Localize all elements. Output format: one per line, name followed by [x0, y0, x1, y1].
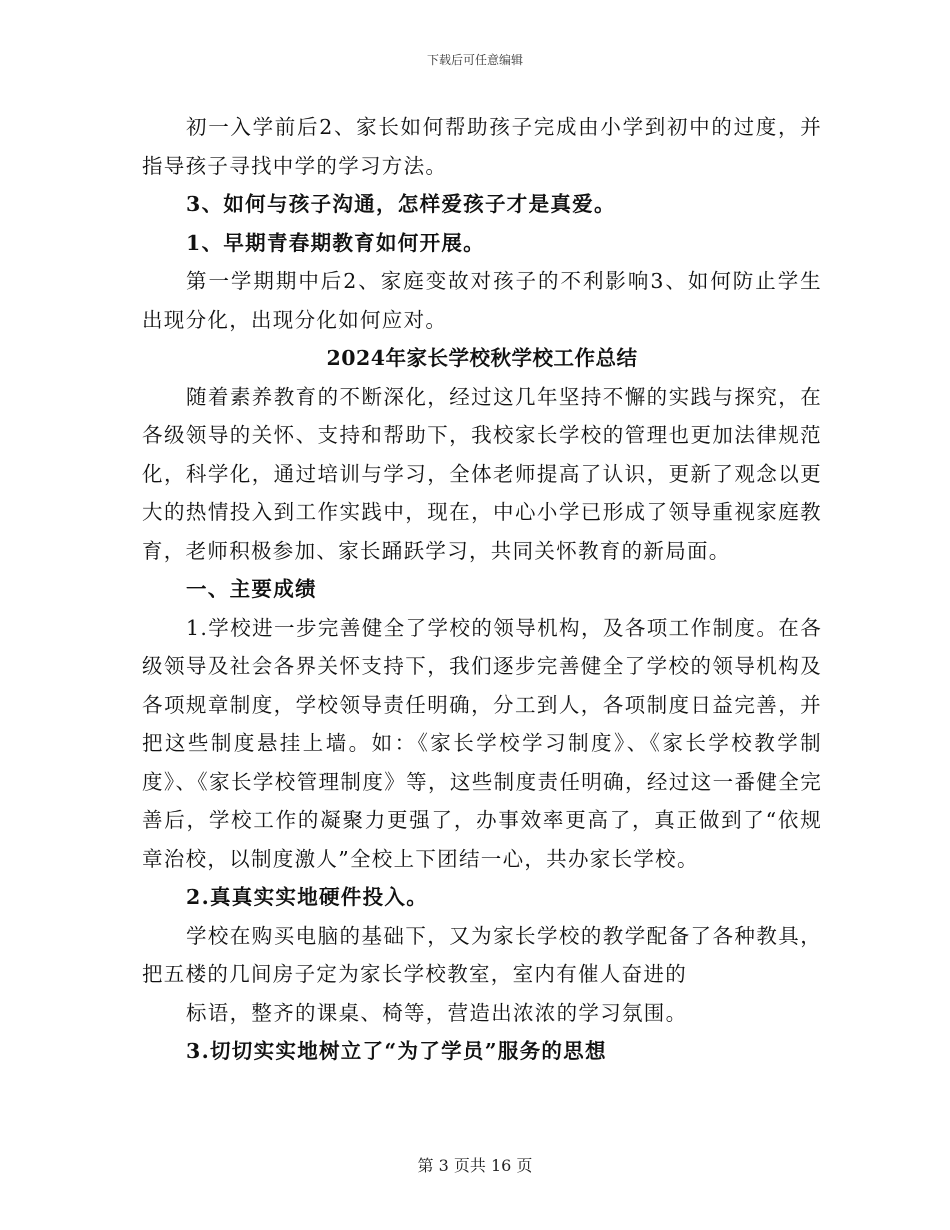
heading-puberty-education: 1、早期青春期教育如何开展。: [186, 230, 485, 255]
page-footer: 第 3 页共 16 页: [417, 1156, 533, 1175]
document-title: 2024年家长学校秋学校工作总结: [326, 346, 638, 370]
paragraph-learning-atmosphere: 标语，整齐的课桌、椅等，营造出浓浓的学习氛围。: [186, 1000, 688, 1025]
heading-hardware-investment: 2.真真实实地硬件投入。: [186, 885, 429, 909]
heading-main-achievements: 一、主要成绩: [186, 577, 317, 601]
page-header: 下载后可任意编辑: [426, 53, 523, 67]
paragraph-first-semester-midterm: 第一学期期中后2、家庭变故对孩子的不利影响3、如何防止学生出现分化，出现分化如何应对。: [142, 269, 822, 332]
document-body: [142, 108, 822, 1071]
paragraph-intro: 随着素养教育的不断深化，经过这几年坚持不懈的实践与探究，在各级领导的关怀、支持和帮助下，我校家长学校的管理也更加法律规范化，科学化，通过培训与学习，全体老师提高了认识，更新了观念以更大的热情投入到工作实践中，现在，中心小学已形成了领导重视家庭教育，老师积极参加、家长踊跃学习，共同关怀教育的新局面。: [142, 384, 822, 563]
paragraph-grade-one-transition: 初一入学前后2、家长如何帮助孩子完成由小学到初中的过度，并指导孩子寻找中学的学习方法。: [142, 115, 822, 178]
heading-communicate-with-child: 3、如何与孩子沟通，怎样爱孩子才是真爱。: [186, 192, 616, 216]
paragraph-leadership-system: 1.学校进一步完善健全了学校的领导机构，及各项工作制度。在各级领导及社会各界关怀支持下，我们逐步完善健全了学校的领导机构及各项规章制度，学校领导责任明确，分工到人，各项制度日益完善，并把这些制度悬挂上墙。如：《家长学校学习制度》、《家长学校教学制度》、《家长学校管理制度》等，这些制度责任明确，经过这一番健全完善后，学校工作的凝聚力更强了，办事效率更高了，真正做到了“依规章治校，以制度激人”全校上下团结一心，共办家长学校。: [142, 615, 822, 871]
heading-service-mindset: 3.切切实实地树立了“为了学员”服务的思想: [186, 1039, 607, 1063]
paragraph-hardware-details: 学校在购买电脑的基础下，又为家长学校的教学配备了各种教具，把五楼的几间房子定为家长学校教室，室内有催人奋进的: [142, 923, 822, 986]
